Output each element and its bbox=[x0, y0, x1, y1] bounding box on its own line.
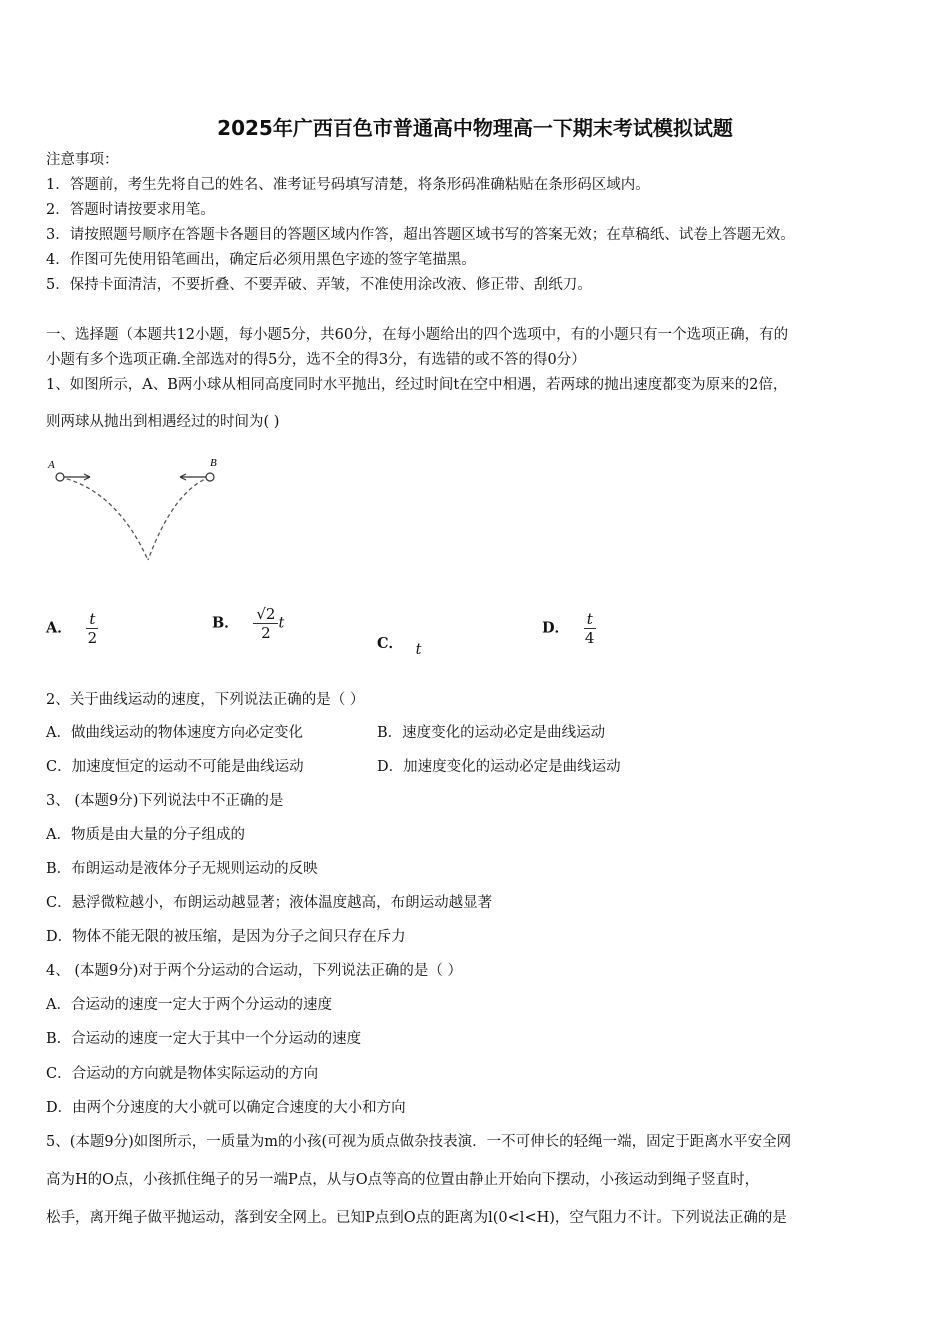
q1-option-c bbox=[377, 632, 422, 658]
notice-item: 5．保持卡面清洁，不要折叠、不要弄破、弄皱，不准使用涂改液、修正带、刮纸刀。 bbox=[46, 277, 592, 293]
q1-option-b bbox=[212, 605, 284, 642]
q2-option-d: D．加速度变化的运动必定是曲线运动 bbox=[377, 759, 621, 775]
ball-a bbox=[56, 473, 64, 481]
q1-stem: 1、如图所示，A、B两小球从相同高度同时水平抛出，经过时间t在空中相遇，若两球的抛出速度都变为原来的2倍， bbox=[46, 377, 788, 393]
option-value: t bbox=[415, 642, 422, 658]
option-label: A． bbox=[46, 619, 72, 637]
notice-item: 4．作图可先使用铅笔画出，确定后必须用黑色字迹的签字笔描黑。 bbox=[46, 252, 476, 268]
q3-option-c: C．悬浮微粒越小，布朗运动越显著；液体温度越高，布朗运动越显著 bbox=[46, 895, 493, 911]
notice-item: 3．请按照题号顺序在答题卡各题目的答题区域内作答，超出答题区域书写的答案无效；在草稿纸、试卷上答题无效。 bbox=[46, 227, 795, 243]
q4-option-c: C．合运动的方向就是物体实际运动的方向 bbox=[46, 1066, 319, 1082]
notice-heading: 注意事项： bbox=[46, 152, 119, 168]
section-heading: 一、选择题（本题共12小题，每小题5分，共60分，在每小题给出的四个选项中，有的小题只有一个选项正确，有的 bbox=[46, 327, 789, 343]
page-title: 2025年广西百色市普通高中物理高一下期末考试模拟试题 bbox=[217, 116, 733, 140]
q2-option-b: B．速度变化的运动必定是曲线运动 bbox=[377, 725, 606, 741]
option-suffix: t bbox=[278, 615, 285, 632]
q1-figure bbox=[46, 450, 226, 565]
q3-option-d: D．物体不能无限的被压缩，是因为分子之间只存在斥力 bbox=[46, 929, 406, 945]
option-label: C． bbox=[377, 635, 404, 652]
q5-stem-cont: 高为H的O点，小孩抓住绳子的另一端P点，从与O点等高的位置由静止开始向下摆动，小孩运动到绳子竖直时， bbox=[46, 1172, 760, 1188]
option-label: B． bbox=[212, 614, 239, 632]
label-b: B bbox=[210, 457, 217, 469]
q1-option-d bbox=[542, 610, 596, 647]
notice-item: 2．答题时请按要求用笔。 bbox=[46, 202, 215, 218]
ball-b bbox=[206, 473, 214, 481]
q4-option-d: D．由两个分速度的大小就可以确定合速度的大小和方向 bbox=[46, 1100, 406, 1116]
trajectory-b bbox=[148, 477, 210, 560]
q4-option-a: A．合运动的速度一定大于两个分运动的速度 bbox=[46, 997, 332, 1013]
q3-stem: 3、 (本题9分)下列说法中不正确的是 bbox=[46, 793, 284, 809]
fraction: $\frac{t}{4}$ bbox=[584, 610, 595, 647]
option-label: D． bbox=[542, 619, 570, 637]
q4-option-b: B．合运动的速度一定大于其中一个分运动的速度 bbox=[46, 1031, 362, 1047]
q2-option-a: A．做曲线运动的物体速度方向必定变化 bbox=[46, 725, 303, 741]
fraction: $\frac{√2}{2}$ bbox=[253, 605, 278, 642]
q4-stem: 4、 (本题9分)对于两个分运动的合运动，下列说法正确的是（ ） bbox=[46, 963, 462, 979]
label-a: A bbox=[48, 459, 55, 471]
q1-stem-cont: 则两球从抛出到相遇经过的时间为( ) bbox=[46, 414, 280, 430]
q3-option-a: A．物质是由大量的分子组成的 bbox=[46, 827, 245, 843]
q2-stem: 2、关于曲线运动的速度，下列说法正确的是（ ） bbox=[46, 692, 365, 708]
q5-stem: 5、(本题9分)如图所示，一质量为m的小孩(可视为质点做杂技表演．一不可伸长的轻绳一端，固定于距离水平安全网 bbox=[46, 1134, 792, 1150]
trajectory-a bbox=[60, 477, 148, 560]
q3-option-b: B．布朗运动是液体分子无规则运动的反映 bbox=[46, 861, 318, 877]
fraction: $\frac{t}{2}$ bbox=[87, 610, 98, 647]
q5-stem-cont: 松手，离开绳子做平抛运动，落到安全网上。已知P点到O点的距离为l(0<l<H)，空气阻力不计。下列说法正确的是 bbox=[46, 1210, 787, 1226]
notice-item: 1．答题前，考生先将自己的姓名、准考证号码填写清楚，将条形码准确粘贴在条形码区域内。 bbox=[46, 177, 650, 193]
q1-option-a bbox=[46, 610, 98, 647]
q2-option-c: C．加速度恒定的运动不可能是曲线运动 bbox=[46, 759, 304, 775]
section-heading-cont: 小题有多个选项正确.全部选对的得5分，选不全的得3分，有选错的或不答的得0分） bbox=[46, 352, 586, 368]
